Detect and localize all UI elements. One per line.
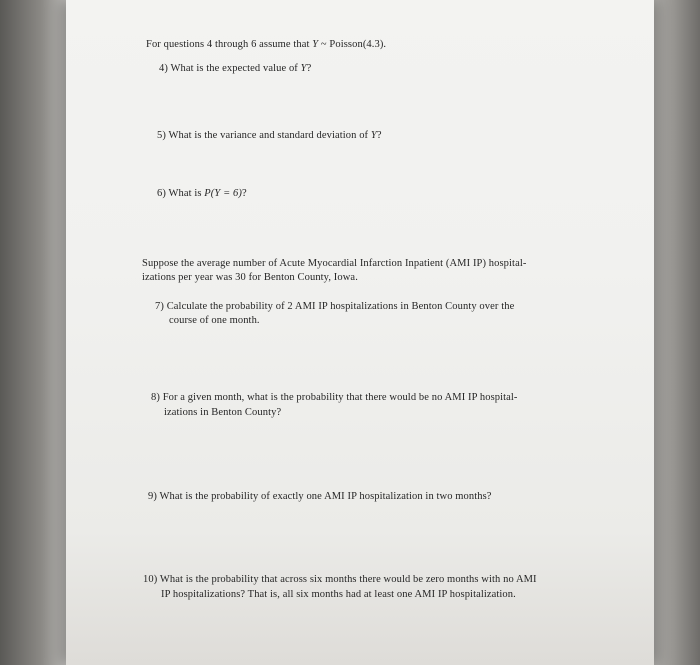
intro-ami-line-2: izations per year was 30 for Benton County, Iowa.: [142, 272, 358, 283]
question-number: 5): [157, 130, 166, 141]
variable-y: Y: [370, 130, 377, 141]
question-text: What is the probability of exactly one AMI IP hospitalization in two months?: [159, 491, 492, 502]
variable-y: Y: [300, 63, 307, 74]
question-text: What is the probability that across six months there would be zero months with no AMI: [159, 574, 537, 585]
intro-text-end: ~ Poisson(4.3).: [318, 39, 387, 50]
worksheet-page: [66, 0, 654, 665]
intro-text: For questions 4 through 6 assume that: [146, 39, 313, 50]
question-number: 9): [148, 491, 157, 502]
question-text: What is the expected value of: [170, 63, 301, 74]
question-6: [157, 187, 247, 201]
question-number: 7): [155, 301, 164, 312]
question-8-line-1: [151, 391, 518, 405]
question-text: What is: [168, 188, 205, 199]
question-mark: ?: [241, 188, 247, 199]
question-10-line-1: [143, 573, 537, 587]
question-4: [159, 62, 311, 76]
question-text: Calculate the probability of 2 AMI IP hospitalizations in Benton County over the: [166, 301, 515, 312]
question-8-line-2: izations in Benton County?: [164, 407, 282, 418]
intro-ami-line-1: Suppose the average number of Acute Myocardial Infarction Inpatient (AMI IP) hospital-: [142, 258, 527, 269]
question-number: 4): [159, 63, 168, 74]
intro-poisson-assumption: [146, 38, 386, 52]
question-7-line-2: course of one month.: [169, 315, 260, 326]
question-mark: ?: [306, 63, 312, 74]
question-7-line-1: [155, 300, 514, 314]
question-text: What is the variance and standard deviation of: [168, 130, 371, 141]
question-number: 6): [157, 188, 166, 199]
question-9: [148, 490, 492, 504]
question-number: 10): [143, 574, 158, 585]
question-text: For a given month, what is the probability that there would be no AMI IP hospital-: [162, 392, 518, 403]
question-mark: ?: [376, 130, 382, 141]
question-5: [157, 129, 382, 143]
variable-y: Y: [312, 39, 319, 50]
probability-expression: P(Y = 6): [204, 188, 242, 199]
question-number: 8): [151, 392, 160, 403]
question-10-line-2: IP hospitalizations? That is, all six months had at least one AMI IP hospitalization.: [161, 589, 516, 600]
